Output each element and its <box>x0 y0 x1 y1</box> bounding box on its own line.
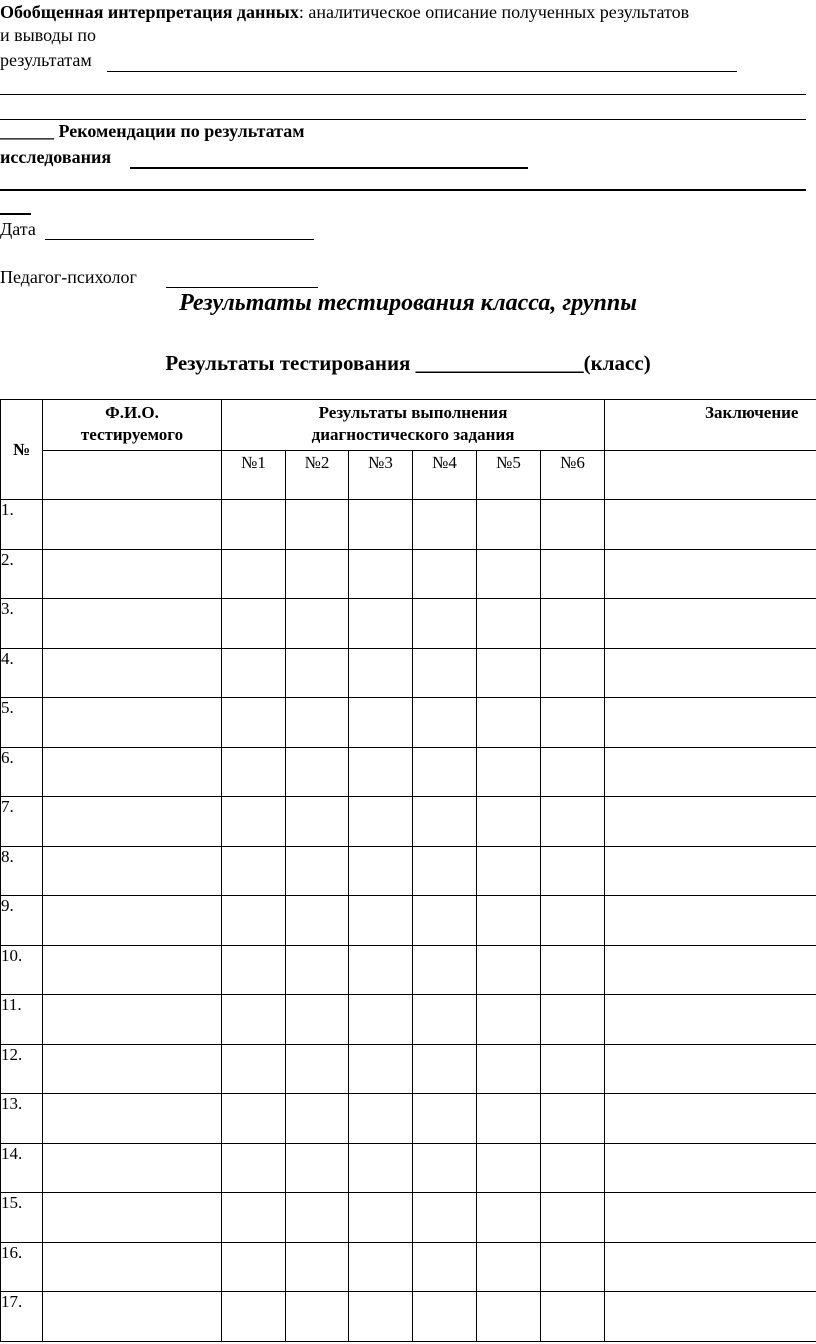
recommendations-prefix: ______ <box>0 121 54 141</box>
table-cell <box>605 1044 816 1094</box>
table-header-row <box>1 400 816 451</box>
table-cell <box>541 549 605 599</box>
col-results-header <box>222 400 605 451</box>
row-number: 2. <box>1 549 43 599</box>
recommendations-label-2: исследования <box>0 147 112 167</box>
table-cell <box>349 747 413 797</box>
table-title-suffix: (класс) <box>583 351 651 375</box>
table-cell <box>286 797 349 847</box>
table-cell <box>605 797 816 847</box>
table-cell <box>541 1044 605 1094</box>
table-cell <box>222 896 286 946</box>
table-cell <box>605 747 816 797</box>
table-cell <box>541 1242 605 1292</box>
table-cell <box>43 698 222 748</box>
table-cell <box>605 549 816 599</box>
table-cell <box>477 896 541 946</box>
table-cell <box>413 1193 477 1243</box>
col-name-header <box>43 400 222 451</box>
table-cell <box>286 995 349 1045</box>
interpretation-results-word: результатам <box>0 50 92 70</box>
table-cell <box>349 599 413 649</box>
table-cell <box>43 1094 222 1144</box>
row-number: 3. <box>1 599 43 649</box>
table-cell <box>413 1143 477 1193</box>
table-cell <box>349 698 413 748</box>
table-cell <box>43 945 222 995</box>
psychologist-line <box>0 267 137 288</box>
table-cell <box>286 1143 349 1193</box>
table-row <box>1 500 816 550</box>
table-cell <box>286 1094 349 1144</box>
table-cell <box>413 549 477 599</box>
table-cell <box>541 698 605 748</box>
table-cell <box>286 1292 349 1342</box>
table-cell <box>477 945 541 995</box>
row-number: 6. <box>1 747 43 797</box>
underline-field <box>0 189 806 191</box>
row-number: 11. <box>1 995 43 1045</box>
row-number: 10. <box>1 945 43 995</box>
table-cell <box>349 995 413 1045</box>
table-cell <box>286 599 349 649</box>
col-conclusion-header <box>605 400 816 451</box>
table-cell <box>477 599 541 649</box>
row-number: 16. <box>1 1242 43 1292</box>
col-name-label: Ф.И.О. тестируемого <box>80 403 184 444</box>
table-cell <box>413 500 477 550</box>
row-number: 14. <box>1 1143 43 1193</box>
table-title <box>0 351 816 376</box>
table-cell <box>605 698 816 748</box>
task-3-header: №3 <box>349 451 413 500</box>
row-number: 7. <box>1 797 43 847</box>
task-1-header: №1 <box>222 451 286 500</box>
table-cell <box>413 846 477 896</box>
table-cell <box>477 1242 541 1292</box>
col-num-header <box>1 400 43 500</box>
row-number: 8. <box>1 846 43 896</box>
table-cell <box>541 1193 605 1243</box>
interpretation-text: : аналитическое описание полученных результатов <box>298 2 690 22</box>
table-cell <box>222 1242 286 1292</box>
table-cell <box>477 1193 541 1243</box>
task-4-header: №4 <box>413 451 477 500</box>
table-cell <box>477 1143 541 1193</box>
table-cell <box>43 1044 222 1094</box>
table-cell <box>43 599 222 649</box>
recommendations-label: Рекомендации по результатам <box>58 121 305 141</box>
table-cell <box>222 648 286 698</box>
table-cell <box>413 1242 477 1292</box>
row-number: 17. <box>1 1292 43 1342</box>
table-cell <box>477 698 541 748</box>
table-title-prefix: Результаты тестирования <box>165 351 416 375</box>
table-row <box>1 747 816 797</box>
task-6-header: №6 <box>541 451 605 500</box>
table-cell <box>413 1044 477 1094</box>
table-cell <box>413 698 477 748</box>
table-cell <box>222 1044 286 1094</box>
table-cell <box>605 1094 816 1144</box>
table-cell <box>477 995 541 1045</box>
date-label: Дата <box>0 219 36 239</box>
table-cell <box>413 896 477 946</box>
table-cell <box>413 648 477 698</box>
table-cell <box>413 995 477 1045</box>
interpretation-line-3 <box>0 50 92 71</box>
table-cell <box>43 500 222 550</box>
interpretation-label: Обобщенная интерпретация данных <box>0 2 299 22</box>
table-cell <box>477 797 541 847</box>
table-row <box>1 648 816 698</box>
table-cell <box>222 698 286 748</box>
date-field <box>45 239 314 240</box>
row-number: 5. <box>1 698 43 748</box>
table-cell <box>43 1242 222 1292</box>
row-number: 4. <box>1 648 43 698</box>
table-cell <box>43 1292 222 1342</box>
table-cell <box>43 549 222 599</box>
table-cell <box>349 896 413 946</box>
row-number: 9. <box>1 896 43 946</box>
row-number: 13. <box>1 1094 43 1144</box>
class-blank: ________________ <box>415 351 584 375</box>
table-cell <box>222 747 286 797</box>
table-cell <box>349 846 413 896</box>
table-row <box>1 549 816 599</box>
date-line <box>0 219 36 240</box>
table-cell <box>349 1044 413 1094</box>
underline-field <box>107 71 737 72</box>
table-row <box>1 1094 816 1144</box>
table-cell <box>286 549 349 599</box>
section-title: Результаты тестирования класса, группы <box>179 290 637 316</box>
table-row <box>1 995 816 1045</box>
table-cell <box>477 846 541 896</box>
table-row <box>1 1242 816 1292</box>
results-table <box>0 399 816 1342</box>
table-cell <box>541 1143 605 1193</box>
table-cell <box>43 1143 222 1193</box>
table-cell <box>286 648 349 698</box>
table-cell <box>413 747 477 797</box>
table-cell <box>541 648 605 698</box>
table-cell <box>222 1143 286 1193</box>
table-cell <box>349 1193 413 1243</box>
table-cell <box>43 648 222 698</box>
table-cell <box>541 945 605 995</box>
table-cell <box>541 747 605 797</box>
table-cell <box>349 1143 413 1193</box>
table-cell <box>286 1242 349 1292</box>
table-cell <box>286 747 349 797</box>
table-cell <box>43 846 222 896</box>
row-number: 15. <box>1 1193 43 1243</box>
table-row <box>1 1143 816 1193</box>
table-cell <box>349 797 413 847</box>
table-row <box>1 797 816 847</box>
underline-field <box>0 119 806 120</box>
table-cell <box>222 1292 286 1342</box>
table-cell <box>222 995 286 1045</box>
table-cell <box>541 500 605 550</box>
recommendations-line-1 <box>0 121 305 142</box>
table-cell <box>477 648 541 698</box>
table-cell <box>349 648 413 698</box>
table-cell <box>541 599 605 649</box>
table-row <box>1 945 816 995</box>
table-cell <box>413 1094 477 1144</box>
table-cell <box>477 500 541 550</box>
psychologist-label: Педагог-психолог <box>0 267 137 287</box>
table-subheader-row <box>1 451 816 500</box>
table-cell <box>286 698 349 748</box>
table-cell <box>43 747 222 797</box>
table-cell <box>43 1193 222 1243</box>
interpretation-line <box>0 2 689 23</box>
table-cell <box>605 648 816 698</box>
row-number: 1. <box>1 500 43 550</box>
table-row <box>1 698 816 748</box>
table-cell <box>605 1292 816 1342</box>
task-5-header: №5 <box>477 451 541 500</box>
table-cell <box>222 1094 286 1144</box>
table-cell <box>541 1094 605 1144</box>
table-row <box>1 1193 816 1243</box>
table-cell <box>222 945 286 995</box>
table-cell <box>541 1292 605 1342</box>
table-cell <box>349 1242 413 1292</box>
table-cell <box>413 1292 477 1342</box>
table-cell <box>605 896 816 946</box>
table-cell <box>541 846 605 896</box>
table-cell <box>605 1193 816 1243</box>
table-cell <box>286 500 349 550</box>
table-cell <box>222 500 286 550</box>
table-cell <box>349 945 413 995</box>
table-cell <box>541 995 605 1045</box>
recommendations-line-2 <box>0 147 111 168</box>
table-cell <box>222 549 286 599</box>
table-row <box>1 846 816 896</box>
table-cell <box>222 797 286 847</box>
table-cell <box>222 599 286 649</box>
table-cell <box>605 846 816 896</box>
table-cell <box>286 1044 349 1094</box>
table-row <box>1 896 816 946</box>
table-cell <box>541 797 605 847</box>
col-results-label: Результаты выполнения диагностического задания <box>311 403 515 444</box>
underline-field <box>0 213 31 215</box>
name-sub-cell <box>43 451 222 500</box>
conclusion-sub-cell <box>605 451 816 500</box>
table-cell <box>43 797 222 847</box>
table-cell <box>349 1292 413 1342</box>
table-cell <box>605 1143 816 1193</box>
table-cell <box>413 945 477 995</box>
table-row <box>1 599 816 649</box>
table-cell <box>605 995 816 1045</box>
table-cell <box>286 846 349 896</box>
table-cell <box>222 846 286 896</box>
underline-field <box>0 94 806 95</box>
underline-field <box>130 167 528 169</box>
table-cell <box>477 1044 541 1094</box>
table-cell <box>43 896 222 946</box>
table-cell <box>605 1242 816 1292</box>
table-cell <box>477 549 541 599</box>
table-cell <box>349 1094 413 1144</box>
table-cell <box>286 945 349 995</box>
row-number: 12. <box>1 1044 43 1094</box>
table-cell <box>605 945 816 995</box>
table-row <box>1 1044 816 1094</box>
table-cell <box>413 797 477 847</box>
table-cell <box>541 896 605 946</box>
col-num-label: № <box>12 439 31 459</box>
table-cell <box>222 1193 286 1243</box>
interpretation-line-2: и выводы по <box>0 25 96 45</box>
table-cell <box>349 549 413 599</box>
table-cell <box>286 1193 349 1243</box>
table-cell <box>477 1292 541 1342</box>
table-cell <box>43 995 222 1045</box>
table-cell <box>605 500 816 550</box>
table-cell <box>349 500 413 550</box>
signature-field <box>166 287 318 288</box>
table-cell <box>477 747 541 797</box>
table-cell <box>477 1094 541 1144</box>
table-row <box>1 1292 816 1342</box>
table-cell <box>286 896 349 946</box>
table-cell <box>605 599 816 649</box>
col-conclusion-label: Заключение <box>705 403 799 422</box>
table-cell <box>413 599 477 649</box>
task-2-header: №2 <box>286 451 349 500</box>
